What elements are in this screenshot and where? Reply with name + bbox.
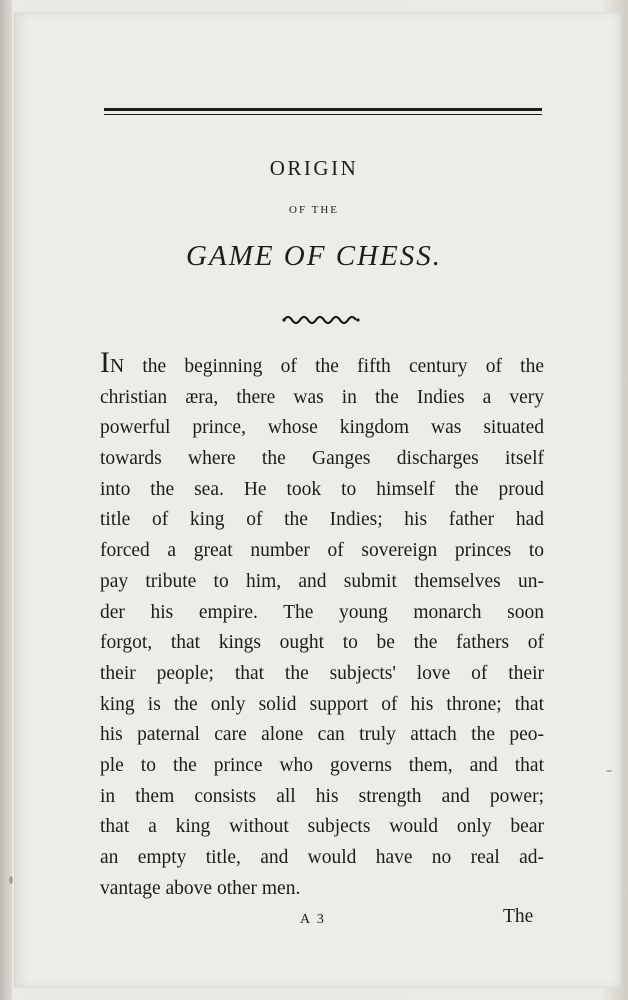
text-line: pay tribute to him, and submit themselves un- [100,570,544,592]
text-line: title of king of the Indies; his father had [100,509,544,531]
text-line: der his empire. The young monarch soon [100,601,544,623]
paper-speck [9,876,13,884]
text-line: his paternal care alone can truly attach the peo- [100,724,544,746]
text-line: christian æra, there was in the Indies a very [100,386,544,408]
book-gutter [0,0,12,1000]
header-rule-thin [104,114,542,115]
text-line: powerful prince, whose kingdom was situated [100,417,544,439]
text-line: forgot, that kings ought to be the fathers of [100,632,544,654]
text-line: in them consists all his strength and power; [100,785,544,807]
text-line: an empty title, and would have no real ad- [100,847,544,868]
header-rule-thick [104,108,542,111]
text-line: king is the only solid support of his throne; that [100,693,544,715]
drop-cap: I [100,346,110,379]
title-of-the: OF THE [289,204,339,216]
text-line: that a king without subjects would only bear [100,816,544,838]
text-line-last: vantage above other men. [100,877,301,899]
text-line: into the sea. He took to himself the proud [100,478,544,500]
text-line: ple to the prince who governs them, and that [100,754,544,776]
title-game-of-chess: GAME OF CHESS. [186,240,442,272]
signature-mark: A 3 [300,912,326,927]
text-line: towards where the Ganges discharges itself [100,448,544,470]
first-line-text: N the beginning of the fifth century of the [110,356,544,377]
paper-speck [606,770,612,772]
text-line [100,346,544,383]
wavy-ornament-icon [282,312,362,324]
text-line: forced a great number of sovereign princes to [100,540,544,562]
catchword: The [503,906,534,927]
body-paragraph [100,346,544,904]
text-line: their people; that the subjects' love of their [100,662,544,684]
title-origin: ORIGIN [269,156,359,180]
